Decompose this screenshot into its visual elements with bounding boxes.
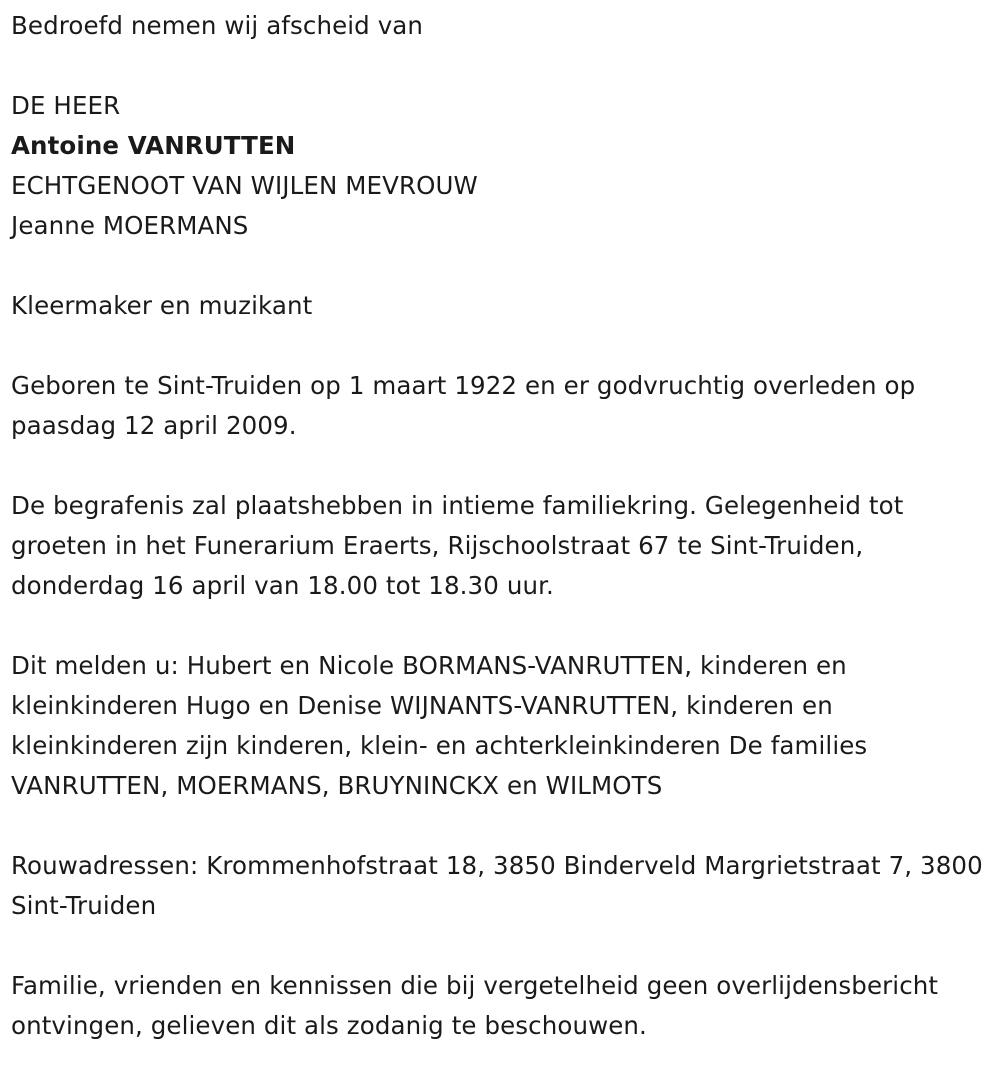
spouse-label: ECHTGENOOT VAN WIJLEN MEVROUW — [11, 171, 478, 200]
spacer — [11, 606, 991, 646]
spacer — [11, 446, 991, 486]
funeral-paragraph: De begrafenis zal plaatshebben in intieme familiekring. Gelegenheid tot groeten in het Funerarium Eraerts, Rijschoolstraat 67 te Sint-Truiden, donderdag 16 april van 18.00 tot 18.30 uur. — [11, 491, 904, 600]
spacer — [11, 806, 991, 846]
occupation-text: Kleermaker en muzikant — [11, 291, 313, 320]
deceased-name: Antoine VANRUTTEN — [11, 131, 296, 160]
closing-paragraph: Familie, vrienden en kennissen die bij vergetelheid geen overlijdensbericht ontvingen, gelieven dit als zodanig te beschouwen. — [11, 971, 939, 1040]
birth-death-paragraph: Geboren te Sint-Truiden op 1 maart 1922 en er godvruchtig overleden op paasdag 12 april 2009. — [11, 371, 916, 440]
salutation-text: DE HEER — [11, 91, 121, 120]
spacer — [11, 246, 991, 286]
intro-text: Bedroefd nemen wij afscheid van — [11, 11, 424, 40]
spacer — [11, 326, 991, 366]
obituary-notice — [11, 6, 991, 1046]
spacer — [11, 46, 991, 86]
announcers-paragraph: Dit melden u: Hubert en Nicole BORMANS-VANRUTTEN, kinderen en kleinkinderen Hugo en Denise WIJNANTS-VANRUTTEN, kinderen en kleinkinderen zijn kinderen, klein- en achterkleinkinderen De families VANRUTTEN, MOERMANS, BRUYNINCKX en WILMOTS — [11, 651, 868, 800]
addresses-paragraph: Rouwadressen: Krommenhofstraat 18, 3850 Binderveld Margrietstraat 7, 3800 Sint-Truiden — [11, 851, 983, 920]
spouse-name: Jeanne MOERMANS — [11, 211, 249, 240]
spacer — [11, 926, 991, 966]
